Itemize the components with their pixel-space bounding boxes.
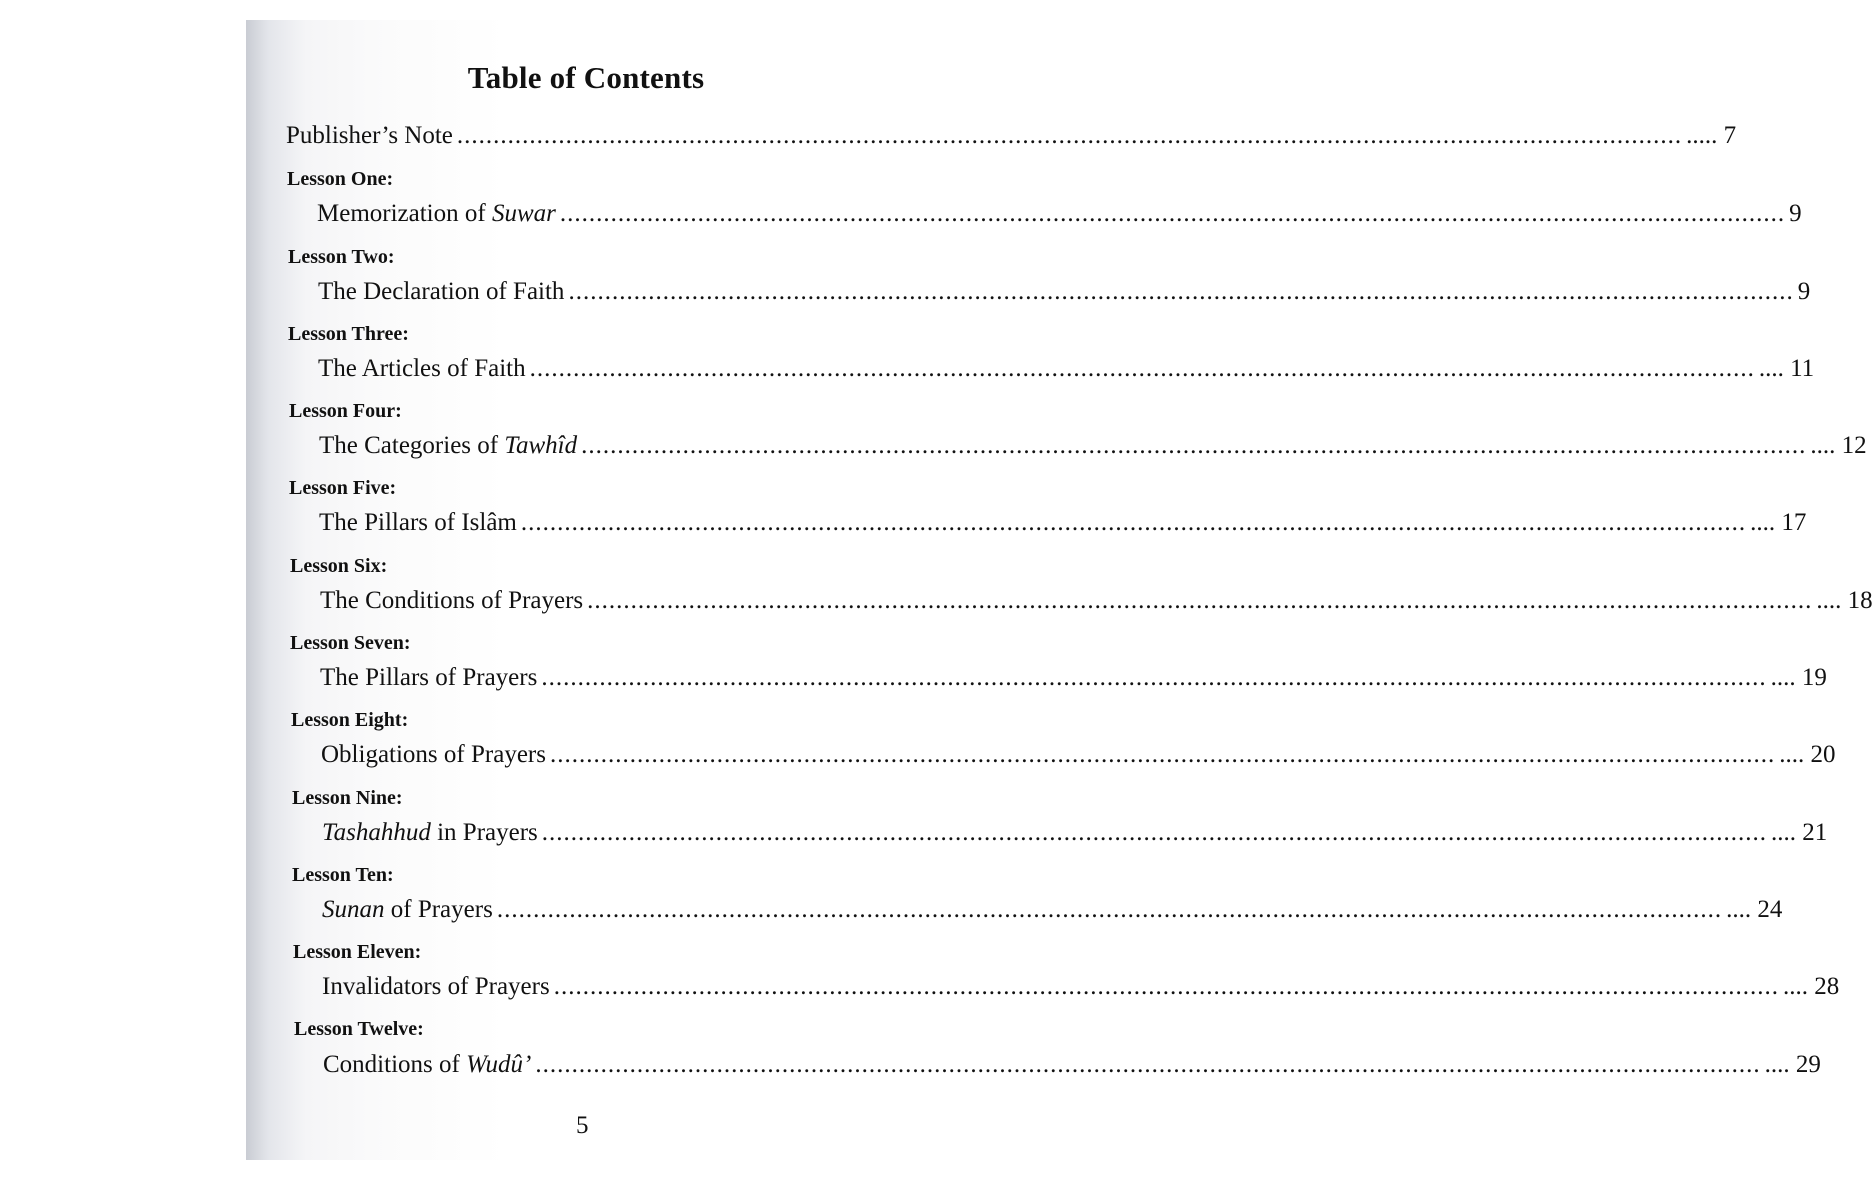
lesson-heading: Lesson Six:: [290, 555, 388, 577]
toc-entry-label: Memorization of Suwar: [317, 200, 556, 227]
toc-entry-label: Conditions of Wudû’: [323, 1051, 532, 1078]
dot-leader: .........................................................................................................................................................................: [553, 973, 1779, 1000]
toc-entry: [319, 509, 1807, 537]
toc-page-number: ..... 7: [1686, 122, 1737, 149]
toc-entry-label: The Categories of Tawhîd: [319, 432, 578, 459]
lesson-heading: Lesson Twelve:: [294, 1018, 424, 1040]
toc-page-number: .... 19: [1770, 664, 1827, 691]
toc-entry: [322, 819, 1828, 847]
toc-entry-label: Obligations of Prayers: [321, 741, 546, 768]
lesson-heading: Lesson Ten:: [292, 864, 394, 886]
dot-leader: .........................................................................................................................................................................: [568, 278, 1794, 305]
lesson-heading: Lesson Four:: [289, 400, 402, 422]
toc-entry-label: The Pillars of Prayers: [320, 664, 538, 691]
dot-leader: .........................................................................................................................................................................: [587, 587, 1813, 614]
dot-leader: .........................................................................................................................................................................: [549, 741, 1776, 768]
lesson-heading: Lesson Seven:: [290, 632, 411, 654]
toc-page-number: .... 18: [1816, 587, 1873, 614]
page-number: 5: [576, 1112, 589, 1139]
toc-entry: [323, 1051, 1821, 1079]
toc-entry: [320, 664, 1827, 692]
toc-page-number: .... 17: [1750, 509, 1807, 536]
dot-leader: .........................................................................................................................................................................: [541, 819, 1768, 846]
toc-entry: [319, 432, 1867, 460]
book-page: [246, 20, 1873, 1160]
lesson-heading: Lesson Nine:: [292, 787, 403, 809]
lesson-heading: Lesson Eleven:: [293, 941, 422, 963]
toc-page-number: .... 20: [1779, 741, 1836, 768]
toc-page-number: .... 29: [1764, 1051, 1821, 1078]
toc-page-number: .... 28: [1782, 973, 1840, 1000]
dot-leader: .........................................................................................................................................................................: [581, 432, 1807, 459]
toc-entry: [320, 587, 1873, 615]
lesson-heading: Lesson Eight:: [291, 709, 409, 731]
dot-leader: .........................................................................................................................................................................: [456, 122, 1683, 149]
toc-entry: [317, 200, 1802, 228]
lesson-heading: Lesson Two:: [288, 246, 395, 268]
toc-entry: [318, 278, 1811, 306]
toc-entry-label: Invalidators of Prayers: [322, 973, 550, 1000]
toc-page-number: .... 24: [1726, 896, 1783, 923]
dot-leader: .........................................................................................................................................................................: [559, 200, 1786, 227]
toc-page-number: .... 11: [1758, 355, 1815, 382]
dot-leader: .........................................................................................................................................................................: [535, 1051, 1761, 1078]
page-title: Table of Contents: [467, 60, 705, 95]
lesson-heading: Lesson Three:: [288, 323, 409, 345]
toc-entry: [318, 355, 1815, 383]
toc-entry: [322, 973, 1840, 1001]
dot-leader: .........................................................................................................................................................................: [520, 509, 1747, 536]
toc-entry: [322, 896, 1783, 924]
lesson-heading: Lesson One:: [287, 168, 394, 190]
dot-leader: .........................................................................................................................................................................: [496, 896, 1723, 923]
lesson-heading: Lesson Five:: [289, 477, 397, 499]
toc-entry-publishers-note: [286, 122, 1737, 150]
toc-entry-label: Tashahhud in Prayers: [322, 819, 538, 846]
toc-entry-label: The Declaration of Faith: [318, 278, 565, 305]
toc-page-number: 9: [1797, 278, 1811, 305]
dot-leader: .........................................................................................................................................................................: [541, 664, 1767, 691]
toc-entry: [321, 741, 1836, 769]
toc-entry-label: Publisher’s Note: [286, 122, 453, 149]
toc-entry-label: Sunan of Prayers: [322, 896, 493, 923]
toc-page-number: .... 12: [1810, 432, 1867, 459]
toc-entry-label: The Articles of Faith: [318, 355, 526, 382]
dot-leader: .........................................................................................................................................................................: [529, 355, 1755, 382]
toc-page-number: 9: [1789, 200, 1802, 227]
toc-entry-label: The Conditions of Prayers: [320, 587, 584, 614]
toc-page-number: .... 21: [1771, 819, 1828, 846]
toc-entry-label: The Pillars of Islâm: [319, 509, 517, 536]
